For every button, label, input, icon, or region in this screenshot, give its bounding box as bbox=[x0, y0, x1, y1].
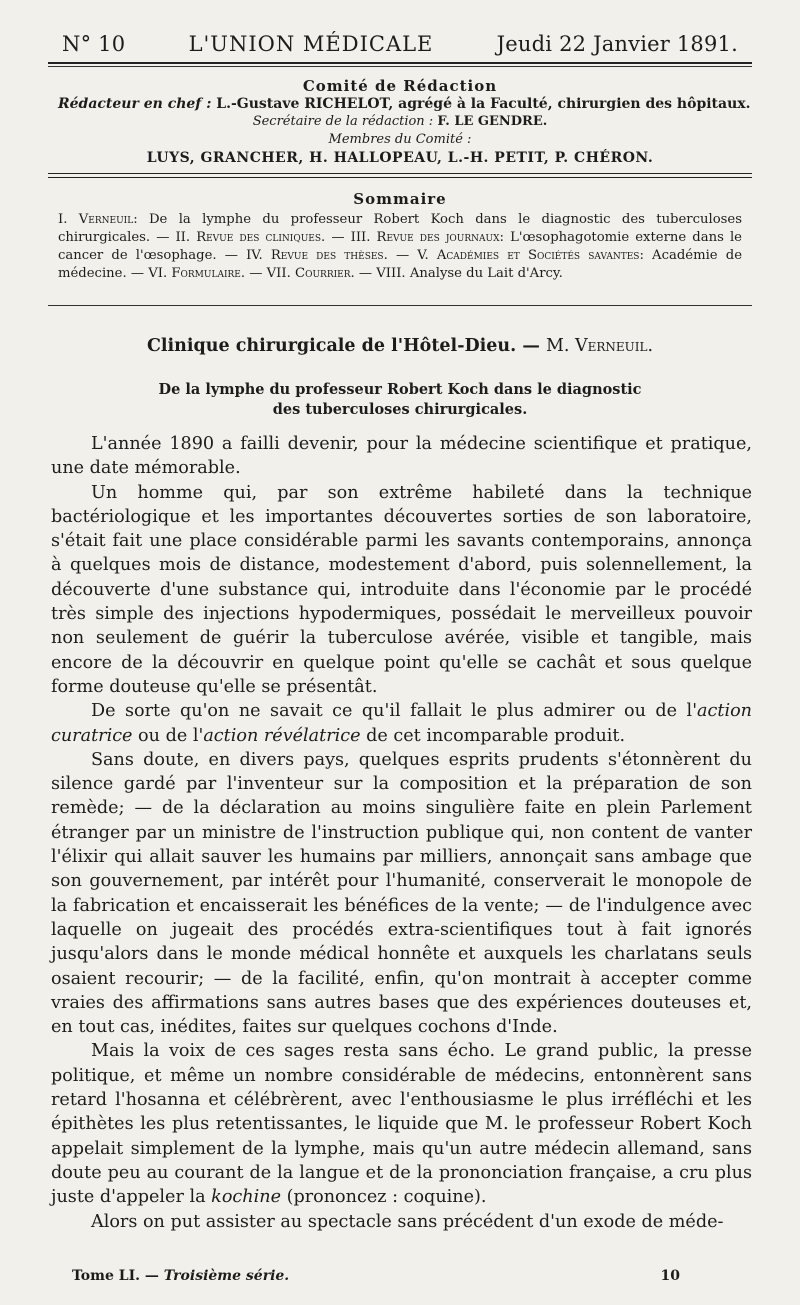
paragraph: Sans doute, en divers pays, quelques esprits prudents s'étonnèrent du silence gardé par l'inventeur sur la composition et la préparation de son remède; — de la déclaration au moins singulière faite en plein Parlement étranger par un ministre de l'instruction publique qui, non content de vanter l'élixir qui allait sauver les humains par milliers, annonçait sans ambage que son gouvernement, par intérêt pour l'humanité, conserverait le monopole de la fabrication et encaisserait les bénéfices de la vente; — de l'indulgence avec laquelle on jugeait des procédés extra-scientifiques tout à fait ignorés jusqu'alors dans le monde médical honnête et auxquels les charlatans seuls osaient recourir; — de la facilité, enfin, qu'on montrait à accepter comme vraies des affirmations sans autres bases que des expériences douteuses et, en tout cas, inédites, faites sur quelques cochons d'Inde. bbox=[51, 749, 752, 1038]
summary-item: — VIII. Analyse du Lait d'Arcy. bbox=[358, 266, 563, 281]
secretary-label: Secrétaire de la rédaction : bbox=[252, 114, 434, 129]
editor-line bbox=[48, 95, 752, 113]
summary-rule bbox=[48, 305, 752, 306]
page-header bbox=[48, 32, 752, 56]
summary-heading: Sommaire bbox=[353, 190, 447, 208]
secretary-name: F. LE GENDRE. bbox=[437, 114, 548, 129]
paragraph: Un homme qui, par son extrême habileté dans la technique bactériologique et les importantes découvertes sorties de son laboratoire, s'était fait une place considérable parmi les savants contemporains, annonça à quelques mois de distance, modestement d'abord, puis solennellement, la découverte d'une substance qui, introduite dans l'économie par le procédé très simple des injections hypodermiques, possédait le merveilleux pouvoir non seulement de guérir la tuberculose avérée, visible et tangible, mais encore de la découvrir en quelque point qu'elle se cachât et sous quelque forme douteuse qu'elle se présentât. bbox=[51, 482, 752, 697]
summary-item: — III. Revue des journaux: L'œsophagotomie externe dans le cancer de l'œsophage. bbox=[58, 230, 742, 263]
summary-item: — II. Revue des cliniques. bbox=[156, 230, 326, 245]
summary-contents bbox=[48, 211, 752, 283]
summary-item: — VI. Formulaire. bbox=[130, 266, 246, 281]
paragraph: Mais la voix de ces sages resta sans écho. Le grand public, la presse politique, et même un nombre considérable de médecins, entonnèrent sans retard l'hosanna et célébrèrent, avec l'enthousiasme le plus irréfléchi et les épithètes les plus retentissantes, le liquide que M. le professeur Robert Koch appelait simplement de la lymphe, mais qu'un autre médecin allemand, sans doute peu au courant de la langue et de la prononciation française, a cru plus juste d'appeler la kochine (prononcez : coquine). bbox=[51, 1041, 752, 1208]
article-title: De la lymphe du professeur Robert Koch dans le diagnostic des tuberculoses chirurgicales. bbox=[158, 381, 642, 418]
page-number: 10 bbox=[660, 1268, 680, 1284]
page-footer bbox=[72, 1268, 680, 1284]
issue-number: N° 10 bbox=[62, 32, 126, 56]
paragraph: De sorte qu'on ne savait ce qu'il fallait le plus admirer ou de l'action curatrice ou de l'action révélatrice de cet incomparable produit. bbox=[51, 701, 752, 746]
header-rule-thin bbox=[48, 66, 752, 67]
issue-date: Jeudi 22 Janvier 1891. bbox=[496, 32, 738, 56]
committee-heading: Comité de Rédaction bbox=[302, 77, 498, 95]
summary-item: I. Verneuil: De la lymphe du professeur Robert Koch dans le diagnostic des tuberculoses chirurgicales. bbox=[58, 212, 742, 245]
members-label: Membres du Comité : bbox=[328, 132, 472, 147]
summary-item: — VII. Courrier. bbox=[249, 266, 355, 281]
journal-title: L'UNION MÉDICALE bbox=[188, 32, 434, 56]
paragraph: L'année 1890 a failli devenir, pour la médecine scientifique et pratique, une date mémorable. bbox=[51, 434, 752, 479]
summary-item: — IV. Revue des thèses. bbox=[224, 248, 388, 263]
header-rule bbox=[48, 62, 752, 64]
members-list: LUYS, GRANCHER, H. HALLOPEAU, L.-H. PETIT, P. CHÉRON. bbox=[146, 150, 654, 166]
section-author: M. Verneuil. bbox=[545, 336, 654, 356]
editorial-committee bbox=[48, 77, 752, 167]
editor-name: L.-Gustave RICHELOT, agrégé à la Faculté, chirurgien des hôpitaux. bbox=[216, 96, 751, 112]
paragraph: Alors on put assister au spectacle sans précédent d'un exode de méde- bbox=[91, 1211, 724, 1232]
volume-info: Tome LI. — Troisième série. bbox=[72, 1268, 290, 1284]
secretary-line bbox=[48, 113, 752, 131]
summary-item: — V. Académies et Sociétés savantes: Académie de médecine. bbox=[58, 248, 742, 281]
editor-label: Rédacteur en chef : bbox=[58, 96, 212, 112]
article-body bbox=[48, 432, 752, 1234]
section-title: Clinique chirurgicale de l'Hôtel-Dieu. — M. Verneuil. bbox=[146, 336, 654, 356]
committee-rule bbox=[48, 173, 752, 178]
